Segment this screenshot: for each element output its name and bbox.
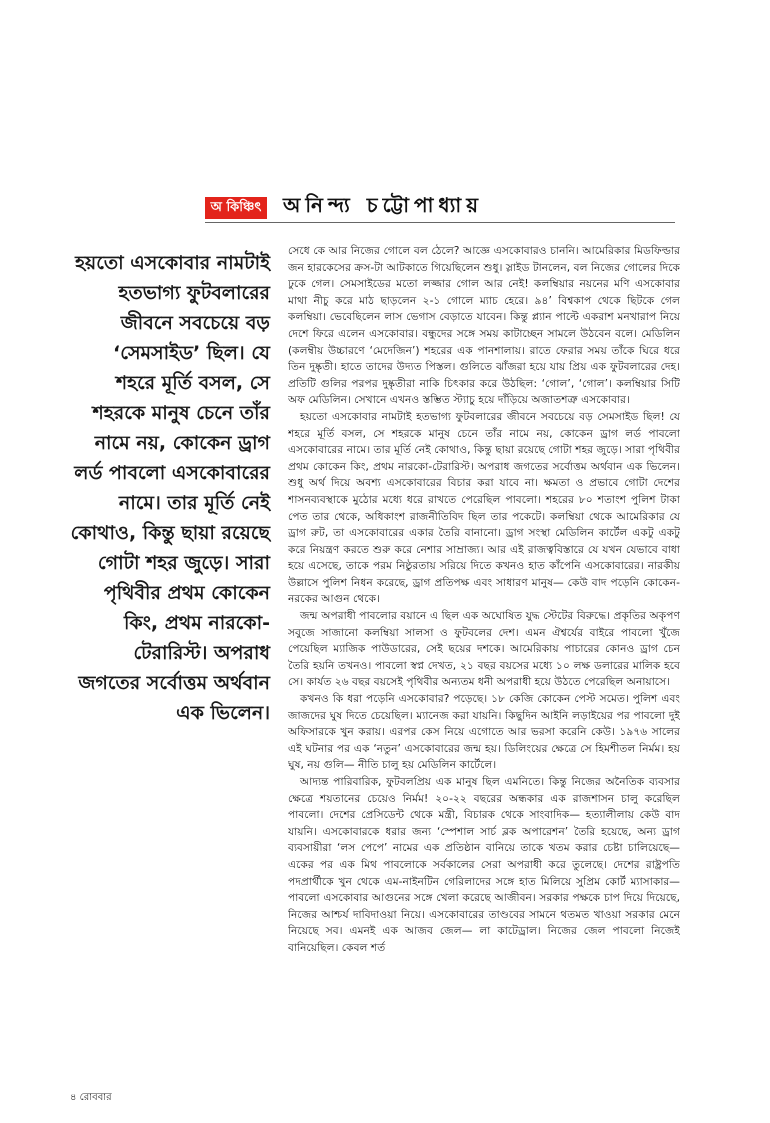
pull-quote-text: হয়তো এসকোবার নামটাই হতভাগ্য ফুটবলারের জীবনে সবচেয়ে বড় ‘সেমসাইড’ ছিল। যে শহরে মূর্তি বসল, সে শহরকে মানুষ চেনে তাঁর নামে নয়, কোকেন ড্রাগ লর্ড পাবলো এসকোবারের নামে। তার মূর্তি নেই কোথাও, কিন্তু ছায়া রয়েছে গোটা শহর জুড়ে। সারা পৃথিবীর প্রথম কোকেন কিং, প্রথম নারকো-টেরারিস্ট। অপরাধ জগতের সর্বোত্তম অর্থবান এক ভিলেন। bbox=[70, 252, 270, 724]
page-footer: ৪ রোববার bbox=[70, 1092, 112, 1103]
paragraph-5: আদ্যন্ত পারিবারিক, ফুটবলপ্রিয় এক মানুষ ছিল এমনিতে। কিন্তু নিজের অনৈতিক ব্যবসার ক্ষেত্রে শয়তানের চেয়েও নির্মম! ২০-২২ বছরের অন্ধকার এক রাজশাসন চালু করেছিল পাবলো। দেশের প্রেসিডেন্ট থেকে মন্ত্রী, বিচারক থেকে সাংবাদিক— হত্যালীলায় কেউ বাদ যায়নি। এসকোবারকে ধরার জন্য ‘স্পেশাল সার্চ ব্লক অপারেশন’ তৈরি হয়েছে, অন্য ড্রাগ ব্যবসায়ীরা ‘লস পেপে’ নামের এক প্রতিষ্ঠান বানিয়ে তাকে খতম করার চেষ্টা চালিয়েছে— একের পর এক মিথ পাবলোকে সর্বকালের সেরা অপরাধী করে তুলেছে। দেশের রাষ্ট্রপতি পদপ্রার্থীকে খুন থেকে এম-নাইনটিন গেরিলাদের সঙ্গে হাত মিলিয়ে সুপ্রিম কোর্ট ম্যাসাকার— পাবলো এসকোবার আগুনের সঙ্গে খেলা করেছে আজীবন। সরকার পক্ষকে চাপ দিয়ে দিয়েছে, নিজের আশ্চর্য দাবিদাওয়া নিয়ে। এসকোবারের তাণ্ডবের সামনে থতমত খাওয়া সরকার মেনে নিয়েছে সব। এমনই এক আজব জেল— লা কাটেড্রাল। নিজের জেল পাবলো নিজেই বানিয়েছিল। কেবল শর্ত bbox=[288, 775, 680, 954]
paragraph-1: সেধে কে আর নিজের গোলে বল ঠেলে? আজ্ঞে এসকোবারও চাননি। আমেরিকার মিডফিল্ডার জন হারকেসের ক্রস-টা আটকাতে গিয়েছিলেন শুধু। স্লাইড টানলেন, বল নিজের গোলের দিকে ঢুকে গেল। সেমসাইডের মতো লজ্জার গোল আর নেই! কলম্বিয়ার নয়নের মণি এসকোবার মাথা নীচু করে মাঠ ছাড়লেন ২-১ গোলে ম্যাচ হেরে। ৯৪’ বিশ্বকাপ থেকে ছিটকে গেল কলম্বিয়া। ভেবেছিলেন লাস ভেগাস বেড়াতে যাবেন। কিন্তু প্ল্যান পাল্টে একরাশ মনখারাপ নিয়ে দেশে ফিরে এলেন এসকোবার। বন্ধুদের সঙ্গে সময় কাটাচ্ছেন সামলে উঠবেন বলে। মেডিলিন (কলম্বীয় উচ্চারণে ‘মেদেজিন’) শহরের এক পানশালায়। রাতে ফেরার সময় তাঁকে ঘিরে ধরে তিন দুষ্কৃতী। হাতে তাদের উদ্যত পিস্তল। গুলিতে ঝাঁজরা হয়ে যায় প্রিয় এক ফুটবলারের দেহ। প্রতিটি গুলির পরপর দুষ্কৃতীরা নাকি চিৎকার করে উঠছিল: ‘গোল’, ‘গোল’। কলম্বিয়ার সিটি অফ মেডিলিন। সেখানে এখনও স্তম্ভিত স্ট্যাচু হয়ে দাঁড়িয়ে অজাতশত্রু এসকোবার। bbox=[288, 244, 680, 407]
author-name: অনিন্দ্য চট্টোপাধ্যায় bbox=[283, 193, 483, 217]
column-tag: অ কিঞ্চিৎ bbox=[205, 197, 267, 219]
paragraph-3: জন্ম অপরাধী পাবলোর বয়ানে এ ছিল এক অঘোষিত যুদ্ধ স্টেটের বিরুদ্ধে। প্রকৃতির অকৃপণ সবুজে সাজানো কলম্বিয়া সালসা ও ফুটবলের দেশ। এমন ঐশ্বর্যের বাইরে পাবলো খুঁজে পেয়েছিল ম্যাজিক পাউডারের, সেই ছয়ের দশকে। আমেরিকায় পাচারের কোনও ড্রাগ চেন তৈরি হয়নি তখনও। পাবলো স্বপ্ন দেখত, ২১ বছর বয়সের মধ্যে ১০ লক্ষ ডলারের মালিক হবে সে। কার্যত ২৬ বছর বয়সেই পৃথিবীর অন্যতম ধনী অপরাধী হয়ে উঠতে পেরেছিল অনায়াসে। bbox=[288, 609, 680, 689]
header-rule bbox=[205, 222, 675, 223]
article-body bbox=[288, 243, 680, 1075]
pull-quote bbox=[70, 248, 270, 728]
paragraph-4: কখনও কি ধরা পড়েনি এসকোবার? পড়েছে। ১৮ কেজি কোকেন পেস্ট সমেত। পুলিশ এবং জাজদের ঘুষ দিতে চেয়েছিল। ম্যানেজ করা যায়নি। কিছুদিন আইনি লড়াইয়ের পর পাবলো দুই অফিসারকে খুন করায়। এরপর কেস নিয়ে এগোতে আর ভরসা করেনি কেউ। ১৯৭৬ সালের এই ঘটনার পর এক ‘নতুন’ এসকোবারের জন্ম হয়। ডিলিংয়ের ক্ষেত্রে সে হিমশীতল নির্মম। হয় ঘুষ, নয় গুলি— নীতি চালু হয় মেডিলিন কার্টেলে। bbox=[288, 692, 680, 772]
paragraph-2: হয়তো এসকোবার নামটাই হতভাগ্য ফুটবলারের জীবনে সবচেয়ে বড় সেমসাইড ছিল! যে শহরে মূর্তি বসল, সে শহরকে মানুষ চেনে তাঁর নামে নয়, কোকেন ড্রাগ লর্ড পাবলো এসকোবারের নামে। তার মূর্তি নেই কোথাও, কিন্তু ছায়া রয়েছে গোটা শহর জুড়ে। সারা পৃথিবীর প্রথম কোকেন কিং, প্রথম নারকো-টেরারিস্ট। অপরাধ জগতের সর্বোত্তম অর্থবান এক ভিলেন। শুধু অর্থ দিয়ে অবশ্য এসকোবারের বিচার করা যাবে না। ক্ষমতা ও প্রভাবে গোটা দেশের শাসনব্যবস্থাকে মুঠোর মধ্যে ধরে রাখতে পেরেছিল পাবলো। শহরের ৮০ শতাংশ পুলিশ টাকা পেত তার থেকে, অধিকাংশ রাজনীতিবিদ ছিল তার পকেটে। কলম্বিয়া থেকে আমেরিকার যে ড্রাগ রুট, তা এসকোবারের একার তৈরি বানানো। ড্রাগ সংস্থা মেডিলিন কার্টেল একটু একটু করে নিয়ন্ত্রণ করতে শুরু করে নেশার সাম্রাজ্য। আর এই রাজত্ববিস্তারে যে যখন যেভাবে বাধা হয়ে এসেছে, তাকে পরম নিষ্ঠুরতায় সরিয়ে দিতে কখনও হাত কাঁপেনি এসকোবারের। নারকীয় উল্লাসে পুলিশ নিধন করেছে, ড্রাগ প্রতিপক্ষ এবং সাধারণ মানুষ— কেউ বাদ পড়েনি কোকেন-নরকের আগুন থেকে। bbox=[288, 409, 680, 606]
